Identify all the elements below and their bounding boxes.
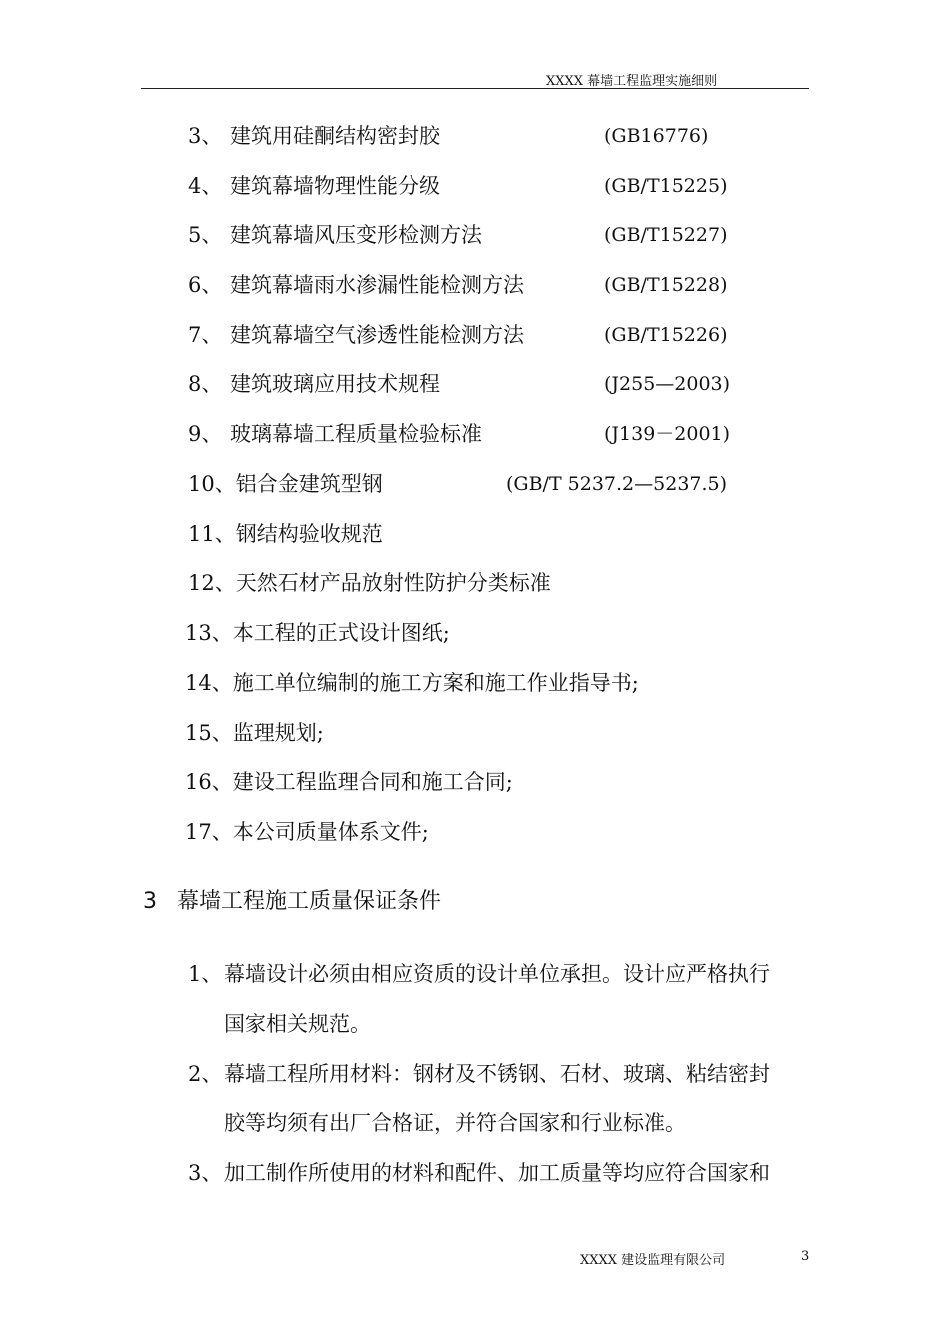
reference-number: 6、 [188,273,223,297]
reference-code: (GB/T15226) [604,324,728,346]
reference-number: 5、 [188,223,223,247]
reference-item: 17、本公司质量体系文件; [185,820,429,844]
reference-name: 建筑幕墙雨水渗漏性能检测方法 [230,273,524,297]
reference-code: (GB16776) [604,125,709,147]
reference-name: 建筑玻璃应用技术规程 [230,372,440,396]
reference-number: 3、 [188,124,223,148]
header-title: XXXX 幕墙工程监理实施细则 [546,74,718,89]
reference-code: (J255—2003) [604,373,731,395]
reference-item: 12、天然石材产品放射性防护分类标准 [188,571,551,595]
reference-name: 玻璃幕墙工程质量检验标准 [230,422,482,446]
section-heading [143,888,441,916]
reference-item: 10、铝合金建筑型钢 [188,472,383,496]
reference-code: (GB/T15225) [604,175,728,197]
header-rule [141,88,809,89]
section-number: 3 [143,889,157,914]
reference-code: (GB/T 5237.2—5237.5) [506,473,728,495]
reference-item: 13、本工程的正式设计图纸; [185,621,450,645]
condition-text: 胶等均须有出厂合格证，并符合国家和行业标准。 [224,1111,686,1135]
reference-number: 8、 [188,372,223,396]
reference-item: 11、钢结构验收规范 [188,522,383,546]
reference-code: (GB/T15227) [604,224,728,246]
reference-item: 14、施工单位编制的施工方案和施工作业指导书; [185,671,639,695]
condition-text: 幕墙设计必须由相应资质的设计单位承担。设计应严格执行 [224,962,770,986]
reference-number: 7、 [188,323,223,347]
section-title: 幕墙工程施工质量保证条件 [177,889,442,914]
reference-number: 9、 [188,422,223,446]
reference-name: 建筑用硅酮结构密封胶 [230,124,440,148]
footer-company: XXXX 建设监理有限公司 [580,1253,726,1268]
reference-code: (J139－2001) [604,423,731,445]
reference-name: 建筑幕墙空气渗透性能检测方法 [230,323,524,347]
reference-item: 15、监理规划; [185,721,324,745]
condition-text: 国家相关规范。 [224,1012,371,1036]
reference-name: 建筑幕墙风压变形检测方法 [230,223,482,247]
condition-number: 1、 [188,962,223,986]
condition-text: 加工制作所使用的材料和配件、加工质量等均应符合国家和 [224,1161,770,1185]
condition-number: 3、 [188,1161,223,1185]
reference-code: (GB/T15228) [604,274,728,296]
reference-item: 16、建设工程监理合同和施工合同; [185,770,513,794]
condition-number: 2、 [188,1062,223,1086]
reference-name: 建筑幕墙物理性能分级 [230,174,440,198]
page-number: 3 [801,1249,810,1264]
reference-number: 4、 [188,174,223,198]
condition-text: 幕墙工程所用材料：钢材及不锈钢、石材、玻璃、粘结密封 [224,1062,770,1086]
